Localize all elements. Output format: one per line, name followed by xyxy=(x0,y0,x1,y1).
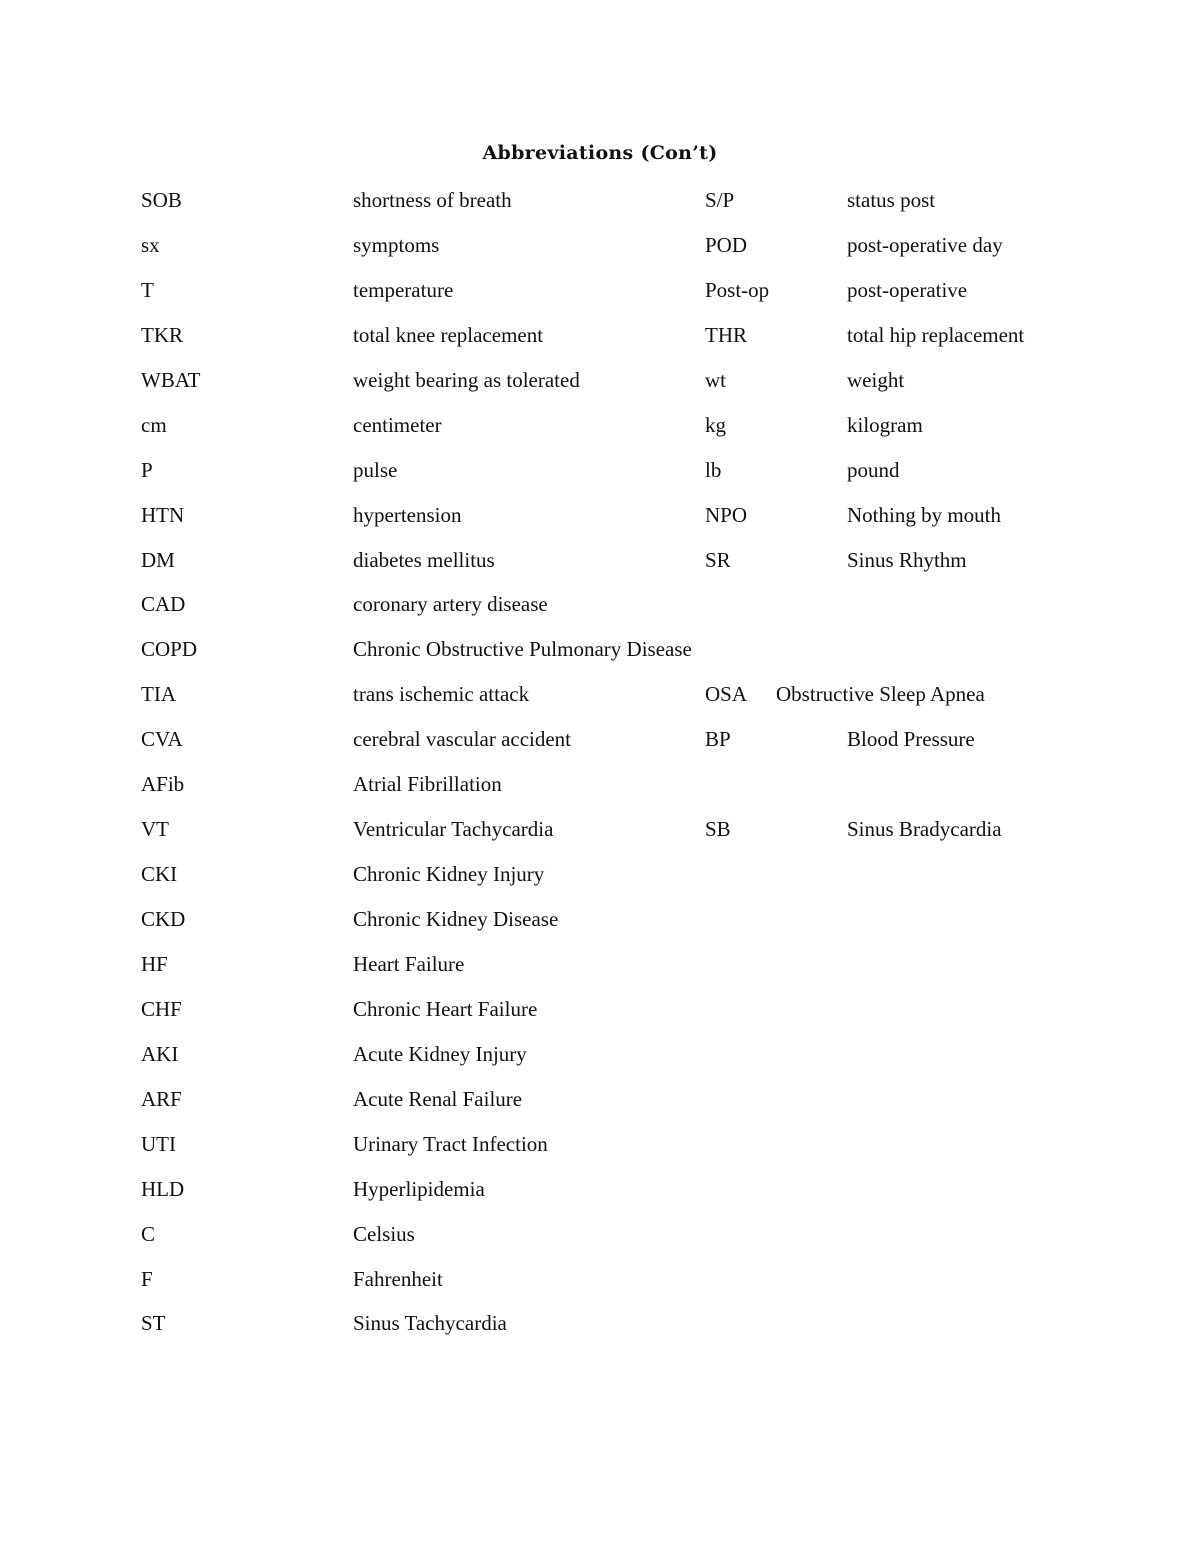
table-row xyxy=(0,1309,1200,1354)
abbreviation-2: wt xyxy=(705,367,726,392)
definition: Sinus Tachycardia xyxy=(353,1311,507,1336)
definition: shortness of breath xyxy=(353,188,512,212)
abbreviation-2: Post-op xyxy=(705,277,770,302)
abbreviation: HLD xyxy=(141,1176,185,1201)
table-row xyxy=(0,546,1200,591)
abbreviation: sx xyxy=(141,232,160,257)
table-row xyxy=(0,725,1200,770)
table-row xyxy=(0,276,1200,321)
abbreviation-2: BP xyxy=(705,727,731,752)
definition: Ventricular Tachycardia xyxy=(353,817,554,842)
abbreviation: DM xyxy=(141,547,175,572)
abbreviation: T xyxy=(141,277,154,302)
definition: temperature xyxy=(353,277,454,302)
abbreviation: CHF xyxy=(141,996,182,1021)
definition: Chronic Kidney Disease xyxy=(353,907,559,931)
abbreviation: VT xyxy=(141,817,169,842)
definition-2: total hip replacement xyxy=(847,322,1025,347)
definition: symptoms xyxy=(353,232,440,257)
definition: centimeter xyxy=(353,412,442,437)
abbreviation: COPD xyxy=(141,637,198,662)
abbreviation: ST xyxy=(141,1311,166,1336)
table-row xyxy=(0,231,1200,276)
definition: Chronic Obstructive Pulmonary Disease xyxy=(353,637,692,662)
abbreviation-2: POD xyxy=(705,232,748,257)
definition-2: pound xyxy=(847,457,900,482)
definition: cerebral vascular accident xyxy=(353,727,572,752)
table-row xyxy=(0,770,1200,815)
abbreviation: P xyxy=(141,457,153,482)
definition: Fahrenheit xyxy=(353,1266,443,1291)
table-row xyxy=(0,1085,1200,1130)
definition: pulse xyxy=(353,457,398,482)
definition: Chronic Heart Failure xyxy=(353,996,538,1021)
abbreviation-2: THR xyxy=(705,322,747,347)
abbreviation-table xyxy=(0,186,1200,1354)
abbreviation: WBAT xyxy=(141,367,201,392)
table-row xyxy=(0,501,1200,546)
definition: weight bearing as tolerated xyxy=(353,367,580,392)
abbreviation: TKR xyxy=(141,322,183,347)
abbreviation-2: OSA xyxy=(705,682,748,707)
definition-2: Sinus Rhythm xyxy=(847,547,967,572)
table-row xyxy=(0,950,1200,995)
abbreviation: cm xyxy=(141,412,167,437)
table-row xyxy=(0,635,1200,680)
table-row xyxy=(0,1040,1200,1085)
abbreviation-2: NPO xyxy=(705,502,748,527)
abbreviation: HTN xyxy=(141,502,185,527)
abbreviation: F xyxy=(141,1266,153,1291)
table-row xyxy=(0,1220,1200,1265)
definition: Acute Renal Failure xyxy=(353,1086,523,1111)
definition: coronary artery disease xyxy=(353,592,548,617)
abbreviation: TIA xyxy=(141,682,176,707)
abbreviation: AFib xyxy=(141,772,185,797)
definition: hypertension xyxy=(353,502,462,527)
abbreviation: ARF xyxy=(141,1086,182,1111)
table-row xyxy=(0,1130,1200,1175)
abbreviation: C xyxy=(141,1221,156,1246)
page-title: Abbreviations (Con’t) xyxy=(482,142,718,164)
definition-2: weight xyxy=(847,367,905,392)
table-row xyxy=(0,590,1200,635)
abbreviation-2: kg xyxy=(705,412,726,437)
abbreviation: CKD xyxy=(141,907,186,931)
definition-2: Blood Pressure xyxy=(847,727,975,752)
definition-2: status post xyxy=(847,188,936,212)
table-row xyxy=(0,680,1200,725)
table-row xyxy=(0,905,1200,950)
abbreviation: HF xyxy=(141,951,168,976)
abbreviation: CKI xyxy=(141,862,178,887)
table-row xyxy=(0,456,1200,501)
definition: Celsius xyxy=(353,1221,415,1246)
definition-2: post-operative day xyxy=(847,232,1003,257)
table-row xyxy=(0,860,1200,905)
definition-2: Nothing by mouth xyxy=(847,502,1002,527)
abbreviation-2: S/P xyxy=(705,188,735,212)
definition-2: kilogram xyxy=(847,412,923,437)
table-row xyxy=(0,995,1200,1040)
table-row xyxy=(0,186,1200,231)
table-row xyxy=(0,366,1200,411)
definition: total knee replacement xyxy=(353,322,544,347)
definition: diabetes mellitus xyxy=(353,547,495,572)
definition: Hyperlipidemia xyxy=(353,1176,485,1201)
abbreviation-2: lb xyxy=(705,457,722,482)
table-row xyxy=(0,1265,1200,1310)
abbreviation: SOB xyxy=(141,188,182,212)
abbreviation: CAD xyxy=(141,592,186,617)
definition-2: Sinus Bradycardia xyxy=(847,817,1002,842)
abbreviation-2: SB xyxy=(705,817,731,842)
table-row xyxy=(0,411,1200,456)
definition: trans ischemic attack xyxy=(353,682,530,707)
abbreviation: CVA xyxy=(141,727,183,752)
definition: Atrial Fibrillation xyxy=(353,772,502,797)
definition: Heart Failure xyxy=(353,951,465,976)
abbreviation: AKI xyxy=(141,1041,179,1066)
definition-2: post-operative xyxy=(847,277,968,302)
definition: Chronic Kidney Injury xyxy=(353,862,545,887)
definition: Urinary Tract Infection xyxy=(353,1131,548,1156)
abbreviation: UTI xyxy=(141,1131,176,1156)
table-row xyxy=(0,1175,1200,1220)
table-row xyxy=(0,321,1200,366)
definition-2: Obstructive Sleep Apnea xyxy=(776,682,985,707)
definition: Acute Kidney Injury xyxy=(353,1041,527,1066)
table-row xyxy=(0,815,1200,860)
abbreviation-2: SR xyxy=(705,547,731,572)
